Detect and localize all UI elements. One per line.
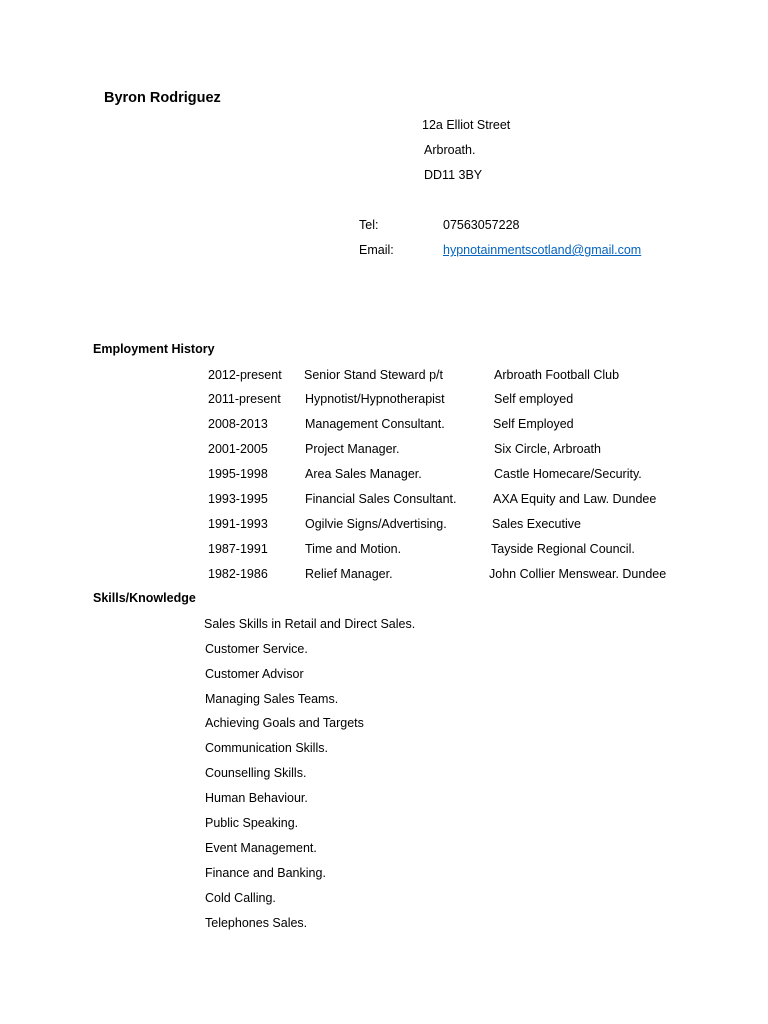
employment-organisation: Six Circle, Arbroath bbox=[494, 442, 601, 456]
employment-organisation: Castle Homecare/Security. bbox=[494, 467, 642, 481]
skill-item: Customer Advisor bbox=[205, 667, 304, 681]
skill-item: Human Behaviour. bbox=[205, 791, 308, 805]
employment-role: Financial Sales Consultant. bbox=[305, 492, 457, 506]
skill-item: Cold Calling. bbox=[205, 891, 276, 905]
skill-item: Managing Sales Teams. bbox=[205, 692, 339, 706]
skill-item: Customer Service. bbox=[205, 642, 308, 656]
address-line-street: 12a Elliot Street bbox=[422, 118, 511, 132]
skill-item: Event Management. bbox=[205, 841, 317, 855]
employment-role: Project Manager. bbox=[305, 442, 400, 456]
employment-role: Time and Motion. bbox=[305, 542, 402, 556]
employment-role: Ogilvie Signs/Advertising. bbox=[305, 517, 447, 531]
skills-heading: Skills/Knowledge bbox=[93, 591, 196, 605]
skill-item: Finance and Banking. bbox=[205, 866, 326, 880]
skill-item: Achieving Goals and Targets bbox=[205, 716, 364, 730]
tel-value: 07563057228 bbox=[443, 218, 520, 232]
skill-item: Sales Skills in Retail and Direct Sales. bbox=[204, 617, 416, 631]
employment-years: 1991-1993 bbox=[208, 517, 268, 531]
employment-years: 2012-present bbox=[208, 368, 282, 382]
address-line-town: Arbroath. bbox=[424, 143, 476, 157]
employment-organisation: Self Employed bbox=[493, 417, 574, 431]
employment-years: 1993-1995 bbox=[208, 492, 268, 506]
employment-organisation: Self employed bbox=[494, 392, 574, 406]
employment-organisation: AXA Equity and Law. Dundee bbox=[493, 492, 657, 506]
email-link[interactable]: hypnotainmentscotland@gmail.com bbox=[443, 243, 642, 257]
skill-item: Public Speaking. bbox=[205, 816, 299, 830]
tel-label: Tel: bbox=[359, 218, 379, 232]
employment-years: 2001-2005 bbox=[208, 442, 268, 456]
employment-organisation: Sales Executive bbox=[492, 517, 581, 531]
email-label: Email: bbox=[359, 243, 394, 257]
employment-years: 1982-1986 bbox=[208, 567, 268, 581]
employment-role: Senior Stand Steward p/t bbox=[304, 368, 443, 382]
address-line-postcode: DD11 3BY bbox=[424, 168, 483, 182]
employment-years: 1995-1998 bbox=[208, 467, 268, 481]
employment-years: 1987-1991 bbox=[208, 542, 268, 556]
employment-organisation: Tayside Regional Council. bbox=[491, 542, 635, 556]
employment-history-heading: Employment History bbox=[93, 342, 215, 356]
employment-role: Management Consultant. bbox=[305, 417, 445, 431]
candidate-name: Byron Rodriguez bbox=[104, 90, 221, 106]
employment-years: 2011-present bbox=[208, 392, 281, 406]
employment-organisation: John Collier Menswear. Dundee bbox=[489, 567, 667, 581]
employment-role: Hypnotist/Hypnotherapist bbox=[305, 392, 445, 406]
skill-item: Counselling Skills. bbox=[205, 766, 307, 780]
employment-role: Area Sales Manager. bbox=[305, 467, 422, 481]
employment-organisation: Arbroath Football Club bbox=[494, 368, 620, 382]
skill-item: Telephones Sales. bbox=[205, 916, 308, 930]
employment-years: 2008-2013 bbox=[208, 417, 268, 431]
skill-item: Communication Skills. bbox=[205, 741, 328, 755]
employment-role: Relief Manager. bbox=[305, 567, 393, 581]
